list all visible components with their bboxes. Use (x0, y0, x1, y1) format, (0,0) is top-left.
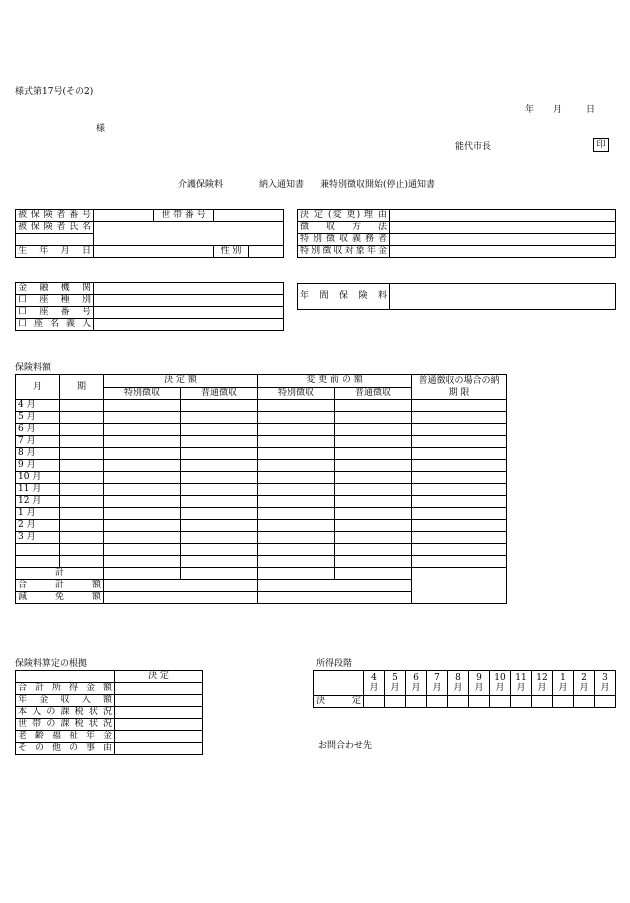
month-label-blank (16, 544, 60, 556)
cell-normal-before[interactable] (335, 436, 412, 448)
gender-label: 性 別 (214, 246, 249, 258)
income-month-value[interactable] (427, 696, 448, 708)
income-month-header (385, 671, 406, 696)
premium-row (16, 496, 507, 508)
premium-row (16, 472, 507, 484)
month-label: 4 月 (16, 400, 60, 412)
account-type-field[interactable] (94, 295, 284, 307)
premium-row (16, 508, 507, 520)
annual-premium-field[interactable] (390, 284, 616, 310)
cell-normal-before[interactable] (335, 556, 412, 568)
cell-special-before[interactable] (258, 496, 335, 508)
basis-row (16, 743, 203, 755)
cell-special-before[interactable] (258, 424, 335, 436)
cell-special-before[interactable] (258, 532, 335, 544)
income-decided-label: 決 定 (314, 696, 364, 708)
cell-normal-decided[interactable] (181, 412, 258, 424)
income-month-unit: 月 (453, 683, 463, 693)
income-month-header (364, 671, 385, 696)
cell-normal-before[interactable] (335, 508, 412, 520)
income-month-number: 1 (560, 673, 566, 683)
cell-special-decided[interactable] (104, 544, 181, 556)
cell-special-before[interactable] (258, 400, 335, 412)
cell-normal-decided[interactable] (181, 424, 258, 436)
cell-period[interactable] (60, 448, 104, 460)
basis-row-value[interactable] (115, 683, 203, 695)
cell-special-decided[interactable] (104, 532, 181, 544)
cell-special-before[interactable] (258, 472, 335, 484)
premium-row (16, 484, 507, 496)
cell-deadline[interactable] (412, 436, 507, 448)
subtotal-special-before[interactable] (258, 568, 335, 580)
decision-reason-label: 決 定 (変 更) 理 由 (298, 210, 390, 222)
insured-name-label-blank (16, 234, 94, 246)
income-month-header (511, 671, 532, 696)
cell-normal-before[interactable] (335, 520, 412, 532)
income-month-unit: 月 (516, 683, 526, 693)
total-decided[interactable] (104, 580, 258, 592)
income-month-number: 6 (413, 673, 419, 683)
basis-decided-header: 決 定 (115, 671, 203, 683)
basis-row-label: 老齢福祉年金 (16, 731, 115, 743)
basis-row (16, 731, 203, 743)
income-month-header (427, 671, 448, 696)
cell-period[interactable] (60, 484, 104, 496)
cell-special-decided[interactable] (104, 484, 181, 496)
sub-normal-decided: 普通徴収 (181, 387, 258, 400)
cell-normal-decided[interactable] (181, 508, 258, 520)
cell-period[interactable] (60, 496, 104, 508)
income-month-unit: 月 (537, 683, 547, 693)
income-month-value[interactable] (490, 696, 511, 708)
cell-normal-decided[interactable] (181, 496, 258, 508)
col-before-header: 変 更 前 の 額 (258, 375, 412, 388)
income-month-unit: 月 (495, 683, 505, 693)
month-label-blank (16, 556, 60, 568)
cell-normal-before[interactable] (335, 544, 412, 556)
income-header-blank (314, 671, 364, 696)
cell-normal-decided[interactable] (181, 400, 258, 412)
income-month-number: 12 (536, 673, 548, 683)
insured-name-field[interactable] (94, 222, 284, 246)
cell-normal-before[interactable] (335, 484, 412, 496)
income-month-value[interactable] (595, 696, 616, 708)
cell-deadline[interactable] (412, 508, 507, 520)
premium-row (16, 448, 507, 460)
cell-period[interactable] (60, 400, 104, 412)
title-care-insurance: 介護保険料 (178, 180, 224, 190)
cell-special-decided[interactable] (104, 436, 181, 448)
collection-method-label: 徴 収 方 法 (298, 222, 390, 234)
cell-period[interactable] (60, 508, 104, 520)
reduction-before[interactable] (258, 592, 412, 604)
cell-special-decided[interactable] (104, 496, 181, 508)
household-number-field[interactable] (214, 210, 284, 222)
recipient-honorific: 様 (96, 124, 106, 134)
total-label: 合 計 額 (16, 580, 104, 592)
subtotal-normal-before[interactable] (335, 568, 412, 580)
income-month-number: 4 (371, 673, 377, 683)
form-number: 様式第17号(その2) (15, 87, 94, 97)
cell-normal-before[interactable] (335, 412, 412, 424)
cell-normal-before[interactable] (335, 400, 412, 412)
bank-institution-label: 金 融 機 関 (16, 283, 94, 295)
basis-row (16, 707, 203, 719)
cell-normal-decided[interactable] (181, 544, 258, 556)
month-label: 9 月 (16, 460, 60, 472)
cell-normal-decided[interactable] (181, 436, 258, 448)
month-label: 6 月 (16, 424, 60, 436)
cell-period[interactable] (60, 424, 104, 436)
premium-row (16, 544, 507, 556)
income-month-value[interactable] (532, 696, 553, 708)
cell-deadline[interactable] (412, 448, 507, 460)
cell-normal-decided[interactable] (181, 448, 258, 460)
basis-row (16, 719, 203, 731)
cell-normal-before[interactable] (335, 496, 412, 508)
income-month-value[interactable] (364, 696, 385, 708)
cell-deadline[interactable] (412, 472, 507, 484)
insured-name-label: 被保険者氏名 (16, 222, 94, 234)
cell-period[interactable] (60, 556, 104, 568)
contact-label: お問合わせ先 (318, 741, 373, 751)
cell-special-before[interactable] (258, 508, 335, 520)
cell-normal-decided[interactable] (181, 472, 258, 484)
income-month-unit: 月 (579, 683, 589, 693)
annual-premium-table (297, 283, 616, 310)
income-month-number: 8 (455, 673, 461, 683)
cell-special-before[interactable] (258, 412, 335, 424)
cell-deadline[interactable] (412, 496, 507, 508)
issuer-name: 能代市長 (455, 142, 492, 152)
date-day: 日 (586, 105, 596, 115)
basis-table (15, 670, 203, 755)
date-month: 月 (553, 105, 563, 115)
cell-period[interactable] (60, 544, 104, 556)
reduction-label: 減 免 額 (16, 592, 104, 604)
target-pension-label: 特別徴収対象年金 (298, 246, 390, 258)
premium-row (16, 400, 507, 412)
income-month-value[interactable] (553, 696, 574, 708)
sub-special-decided: 特別徴収 (104, 387, 181, 400)
cell-special-decided[interactable] (104, 400, 181, 412)
cell-special-before[interactable] (258, 484, 335, 496)
income-section-title: 所得段階 (316, 659, 353, 669)
basis-row-label: 世帯の課税状況 (16, 719, 115, 731)
cell-special-decided[interactable] (104, 448, 181, 460)
cell-deadline[interactable] (412, 412, 507, 424)
cell-deadline[interactable] (412, 400, 507, 412)
income-month-unit: 月 (474, 683, 484, 693)
cell-normal-before[interactable] (335, 448, 412, 460)
total-before[interactable] (258, 580, 412, 592)
cell-special-decided[interactable] (104, 508, 181, 520)
basis-row (16, 683, 203, 695)
cell-deadline[interactable] (412, 532, 507, 544)
cell-special-decided[interactable] (104, 412, 181, 424)
income-month-header (574, 671, 595, 696)
income-month-unit: 月 (390, 683, 400, 693)
cell-special-decided[interactable] (104, 556, 181, 568)
cell-special-before[interactable] (258, 436, 335, 448)
month-label: 7 月 (16, 436, 60, 448)
premium-row (16, 520, 507, 532)
cell-normal-before[interactable] (335, 532, 412, 544)
cell-period[interactable] (60, 532, 104, 544)
basis-row-label: 合計所得金額 (16, 683, 115, 695)
basis-row-label: 本人の課税状況 (16, 707, 115, 719)
cell-deadline[interactable] (412, 520, 507, 532)
income-month-unit: 月 (600, 683, 610, 693)
account-holder-field[interactable] (94, 319, 284, 331)
account-type-label: 口 座 種 別 (16, 295, 94, 307)
cell-special-before[interactable] (258, 460, 335, 472)
premium-row (16, 556, 507, 568)
annual-premium-label: 年 間 保 険 料 (298, 284, 390, 310)
income-month-value[interactable] (406, 696, 427, 708)
insured-number-label: 被保険者番号 (16, 210, 94, 222)
cell-deadline[interactable] (412, 544, 507, 556)
cell-period[interactable] (60, 520, 104, 532)
month-label: 2 月 (16, 520, 60, 532)
collection-method-field[interactable] (390, 222, 616, 234)
basis-row-value[interactable] (115, 707, 203, 719)
premium-row (16, 412, 507, 424)
gender-field[interactable] (249, 246, 284, 258)
month-label: 10 月 (16, 472, 60, 484)
sub-special-before: 特別徴収 (258, 387, 335, 400)
cell-normal-decided[interactable] (181, 556, 258, 568)
income-month-number: 10 (494, 673, 506, 683)
income-table (313, 670, 616, 708)
income-month-header (490, 671, 511, 696)
reduction-decided[interactable] (104, 592, 258, 604)
income-month-number: 11 (515, 673, 527, 683)
account-holder-label: 口座名義人 (16, 319, 94, 331)
subtotal-label: 計 (16, 568, 104, 580)
subtotal-normal-decided[interactable] (181, 568, 258, 580)
income-month-value[interactable] (385, 696, 406, 708)
income-month-header (595, 671, 616, 696)
cell-normal-before[interactable] (335, 424, 412, 436)
basis-row-value[interactable] (115, 719, 203, 731)
basis-row-label: 年金収入額 (16, 695, 115, 707)
cell-normal-decided[interactable] (181, 484, 258, 496)
cell-normal-decided[interactable] (181, 532, 258, 544)
premium-row (16, 532, 507, 544)
month-label: 1 月 (16, 508, 60, 520)
seal-mark: 印 (593, 138, 609, 152)
month-label: 8 月 (16, 448, 60, 460)
basis-row-value[interactable] (115, 731, 203, 743)
date-year: 年 (525, 105, 535, 115)
income-month-number: 7 (434, 673, 440, 683)
cell-deadline[interactable] (412, 484, 507, 496)
cell-special-decided[interactable] (104, 472, 181, 484)
basis-row-label: その他の事由 (16, 743, 115, 755)
cell-special-decided[interactable] (104, 460, 181, 472)
premium-row (16, 424, 507, 436)
decision-table (297, 209, 616, 258)
cell-special-before[interactable] (258, 520, 335, 532)
income-month-header (448, 671, 469, 696)
basis-section-title: 保険料算定の根拠 (15, 659, 88, 669)
premium-row (16, 460, 507, 472)
cell-normal-before[interactable] (335, 460, 412, 472)
birth-date-label: 生 年 月 日 (16, 246, 94, 258)
basis-row-value[interactable] (115, 743, 203, 755)
account-number-label: 口 座 番 号 (16, 307, 94, 319)
bank-table (15, 282, 284, 331)
income-month-number: 9 (476, 673, 482, 683)
income-month-number: 5 (392, 673, 398, 683)
cell-special-decided[interactable] (104, 424, 181, 436)
income-month-unit: 月 (369, 683, 379, 693)
income-month-header (406, 671, 427, 696)
premium-section-title: 保険料額 (15, 363, 52, 373)
month-label: 3 月 (16, 532, 60, 544)
income-month-value[interactable] (511, 696, 532, 708)
cell-special-before[interactable] (258, 448, 335, 460)
bank-institution-field[interactable] (94, 283, 284, 295)
cell-normal-decided[interactable] (181, 520, 258, 532)
cell-deadline[interactable] (412, 460, 507, 472)
sub-normal-before: 普通徴収 (335, 387, 412, 400)
month-label: 11 月 (16, 484, 60, 496)
cell-period[interactable] (60, 472, 104, 484)
title-payment-notice: 納入通知書 (259, 180, 305, 190)
income-month-unit: 月 (432, 683, 442, 693)
insured-table (15, 209, 284, 258)
insured-number-field[interactable] (94, 210, 154, 222)
cell-special-before[interactable] (258, 556, 335, 568)
subtotal-special-decided[interactable] (104, 568, 181, 580)
target-pension-field[interactable] (390, 246, 616, 258)
income-month-unit: 月 (411, 683, 421, 693)
deadline-total-blank (412, 568, 507, 604)
special-obligor-field[interactable] (390, 234, 616, 246)
income-month-header (553, 671, 574, 696)
special-obligor-label: 特別徴収義務者 (298, 234, 390, 246)
title-special-collection: 兼特別徴収開始(停止)通知書 (320, 180, 436, 190)
cell-normal-decided[interactable] (181, 460, 258, 472)
income-month-number: 3 (602, 673, 608, 683)
cell-normal-before[interactable] (335, 472, 412, 484)
income-month-header (469, 671, 490, 696)
col-month-header: 月 (16, 375, 60, 400)
month-label: 5 月 (16, 412, 60, 424)
basis-header-blank (16, 671, 115, 683)
income-month-value[interactable] (469, 696, 490, 708)
col-period-header: 期 (60, 375, 104, 400)
cell-period[interactable] (60, 412, 104, 424)
cell-deadline[interactable] (412, 424, 507, 436)
basis-row-value[interactable] (115, 695, 203, 707)
month-label: 12 月 (16, 496, 60, 508)
cell-deadline[interactable] (412, 556, 507, 568)
premium-row (16, 436, 507, 448)
cell-period[interactable] (60, 460, 104, 472)
income-month-value[interactable] (574, 696, 595, 708)
premium-table (15, 374, 507, 604)
cell-special-decided[interactable] (104, 520, 181, 532)
income-month-unit: 月 (558, 683, 568, 693)
col-deadline-header: 普通徴収の場合の納 期 限 (412, 375, 507, 400)
basis-row (16, 695, 203, 707)
income-month-number: 2 (581, 673, 587, 683)
cell-special-before[interactable] (258, 544, 335, 556)
birth-date-field[interactable] (94, 246, 214, 258)
income-month-header (532, 671, 553, 696)
account-number-field[interactable] (94, 307, 284, 319)
decision-reason-field[interactable] (390, 210, 616, 222)
income-month-value[interactable] (448, 696, 469, 708)
col-decided-header: 決 定 額 (104, 375, 258, 388)
household-number-label: 世 帯 番 号 (154, 210, 214, 222)
cell-period[interactable] (60, 436, 104, 448)
